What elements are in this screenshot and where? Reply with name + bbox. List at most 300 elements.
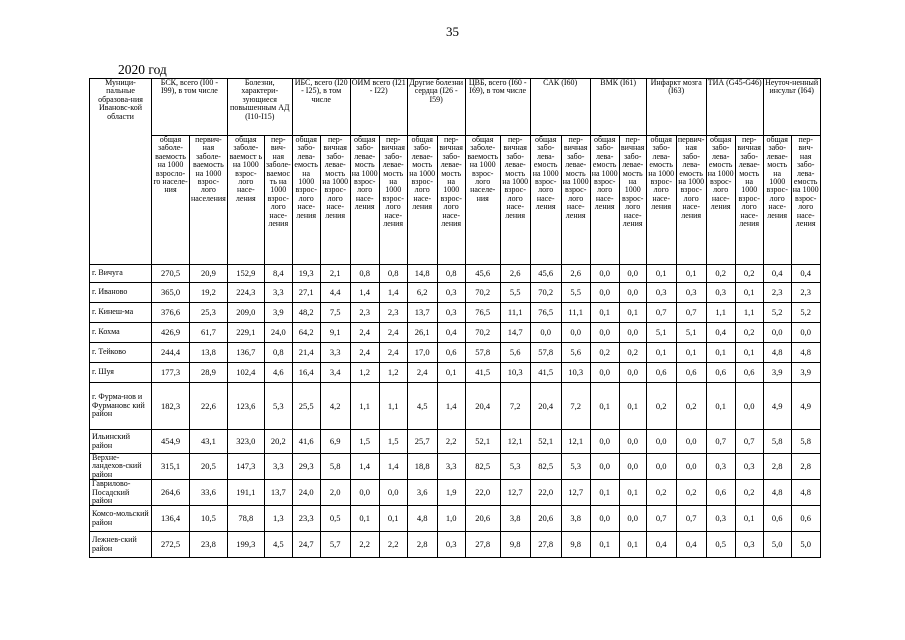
group-header: Инфаркт мозга (I63): [646, 79, 706, 136]
value-cell: 0,0: [590, 363, 619, 383]
table-row: [90, 532, 821, 558]
value-cell: 4,8: [791, 480, 820, 506]
value-cell: 0,0: [676, 454, 706, 480]
value-cell: 6,9: [320, 430, 350, 454]
value-cell: 41,5: [465, 363, 500, 383]
value-cell: 0,0: [646, 430, 676, 454]
value-cell: 0,0: [561, 323, 590, 343]
municipality-name: г. Вичуга: [90, 265, 152, 283]
value-cell: 2,4: [407, 363, 437, 383]
value-cell: 5,6: [500, 343, 530, 363]
value-cell: 20,4: [530, 383, 561, 430]
value-cell: 3,9: [791, 363, 820, 383]
table-row: [90, 383, 821, 430]
value-cell: 4,8: [791, 343, 820, 363]
value-cell: 0,3: [437, 303, 465, 323]
value-cell: 7,5: [320, 303, 350, 323]
municipality-name: Комсо-мольский район: [90, 506, 152, 532]
value-cell: 19,2: [190, 283, 228, 303]
value-cell: 191,1: [227, 480, 264, 506]
value-cell: 4,5: [407, 383, 437, 430]
value-cell: 48,2: [292, 303, 320, 323]
value-cell: 20,2: [264, 430, 292, 454]
value-cell: 272,5: [152, 532, 190, 558]
value-cell: 0,0: [619, 506, 646, 532]
value-cell: 0,5: [706, 532, 735, 558]
value-cell: 0,0: [619, 430, 646, 454]
value-cell: 9,1: [320, 323, 350, 343]
value-cell: 33,6: [190, 480, 228, 506]
value-cell: 5,3: [500, 454, 530, 480]
value-cell: 0,0: [619, 265, 646, 283]
table-row: [90, 283, 821, 303]
value-cell: 0,7: [646, 303, 676, 323]
value-cell: 229,1: [227, 323, 264, 343]
value-cell: 264,6: [152, 480, 190, 506]
value-cell: 10,5: [190, 506, 228, 532]
value-cell: 22,0: [465, 480, 500, 506]
value-cell: 0,3: [706, 283, 735, 303]
value-cell: 0,6: [791, 506, 820, 532]
value-cell: 1,4: [350, 283, 379, 303]
value-cell: 5,3: [264, 383, 292, 430]
value-cell: 22,0: [530, 480, 561, 506]
value-cell: 26,1: [407, 323, 437, 343]
value-cell: 82,5: [530, 454, 561, 480]
value-cell: 0,4: [706, 323, 735, 343]
value-cell: 2,0: [320, 480, 350, 506]
value-cell: 0,1: [619, 303, 646, 323]
value-cell: 136,7: [227, 343, 264, 363]
value-cell: 45,6: [530, 265, 561, 283]
value-cell: 0,0: [735, 383, 763, 430]
value-cell: 0,0: [763, 323, 791, 343]
table-row: [90, 480, 821, 506]
value-cell: 0,3: [706, 506, 735, 532]
value-cell: 0,1: [379, 506, 407, 532]
value-cell: 0,3: [676, 283, 706, 303]
value-cell: 2,6: [561, 265, 590, 283]
value-cell: 0,1: [676, 265, 706, 283]
value-cell: 0,1: [590, 303, 619, 323]
value-cell: 152,9: [227, 265, 264, 283]
value-cell: 1,5: [350, 430, 379, 454]
value-cell: 0,0: [590, 283, 619, 303]
value-cell: 2,2: [350, 532, 379, 558]
value-cell: 0,0: [590, 454, 619, 480]
value-cell: 0,8: [264, 343, 292, 363]
group-header: САК (I60): [530, 79, 590, 136]
value-cell: 1,4: [379, 454, 407, 480]
value-cell: 5,5: [561, 283, 590, 303]
value-cell: 18,8: [407, 454, 437, 480]
value-cell: 43,1: [190, 430, 228, 454]
value-cell: 323,0: [227, 430, 264, 454]
value-cell: 70,2: [530, 283, 561, 303]
value-cell: 0,1: [735, 283, 763, 303]
table-row: [90, 430, 821, 454]
value-cell: 0,1: [706, 343, 735, 363]
value-cell: 0,6: [437, 343, 465, 363]
value-cell: 2,3: [763, 283, 791, 303]
value-cell: 16,4: [292, 363, 320, 383]
value-cell: 57,8: [465, 343, 500, 363]
value-cell: 0,0: [350, 480, 379, 506]
table-row: [90, 363, 821, 383]
value-cell: 209,0: [227, 303, 264, 323]
value-cell: 2,3: [350, 303, 379, 323]
metric-header: пер-вичная забо-левае-мость на 1000 взрос-лого насе-ления: [379, 136, 407, 265]
value-cell: 0,3: [646, 283, 676, 303]
value-cell: 0,0: [791, 323, 820, 343]
value-cell: 0,2: [676, 480, 706, 506]
value-cell: 5,0: [791, 532, 820, 558]
incidence-table: [89, 78, 821, 558]
metric-header: общая забо-левае-мость на 1000 взрос-лого насе-ления: [407, 136, 437, 265]
value-cell: 2,3: [791, 283, 820, 303]
value-cell: 2,4: [379, 343, 407, 363]
value-cell: 3,3: [320, 343, 350, 363]
value-cell: 0,1: [646, 343, 676, 363]
value-cell: 0,3: [706, 454, 735, 480]
value-cell: 0,2: [646, 383, 676, 430]
value-cell: 0,1: [619, 532, 646, 558]
value-cell: 23,3: [292, 506, 320, 532]
value-cell: 21,4: [292, 343, 320, 363]
value-cell: 2,2: [437, 430, 465, 454]
value-cell: 2,4: [350, 343, 379, 363]
value-cell: 0,6: [676, 363, 706, 383]
table-row: [90, 343, 821, 363]
value-cell: 5,5: [500, 283, 530, 303]
metric-header: общая забо-лева-емость на 1000 взрос-лого насе-ления: [590, 136, 619, 265]
value-cell: 27,8: [465, 532, 500, 558]
table-row: [90, 303, 821, 323]
value-cell: 25,7: [407, 430, 437, 454]
metric-header: общая забо-лева-емость на 1000 взрос-лого насе-ления: [646, 136, 676, 265]
value-cell: 0,0: [619, 323, 646, 343]
value-cell: 52,1: [530, 430, 561, 454]
value-cell: 1,0: [437, 506, 465, 532]
metric-header: пер-вич-ная заболе-ваемос ть на 1000 взрос-лого насе-ления: [264, 136, 292, 265]
value-cell: 20,9: [190, 265, 228, 283]
value-cell: 0,3: [735, 532, 763, 558]
value-cell: 0,0: [619, 454, 646, 480]
value-cell: 0,5: [320, 506, 350, 532]
value-cell: 24,0: [292, 480, 320, 506]
value-cell: 5,1: [646, 323, 676, 343]
metric-header: первич-ная заболе-ваемость на 1000 взрос-лого населения: [190, 136, 228, 265]
metric-header: пер-вичная забо-левае-мость на 1000 взрос-лого насе-ления: [500, 136, 530, 265]
value-cell: 64,2: [292, 323, 320, 343]
municipality-name: Лежнев-ский район: [90, 532, 152, 558]
value-cell: 82,5: [465, 454, 500, 480]
value-cell: 24,7: [292, 532, 320, 558]
group-header: ВМК (I61): [590, 79, 646, 136]
table-row: [90, 265, 821, 283]
value-cell: 28,9: [190, 363, 228, 383]
value-cell: 0,0: [590, 323, 619, 343]
value-cell: 11,1: [561, 303, 590, 323]
metric-header: общая заболе-ваемость на 1000 взросло-го населе-ния: [152, 136, 190, 265]
page-number: 35: [446, 24, 459, 39]
value-cell: 3,9: [763, 363, 791, 383]
value-cell: 1,1: [379, 383, 407, 430]
value-cell: 23,8: [190, 532, 228, 558]
value-cell: 3,8: [500, 506, 530, 532]
value-cell: 0,7: [676, 303, 706, 323]
value-cell: 10,3: [500, 363, 530, 383]
value-cell: 0,1: [619, 383, 646, 430]
value-cell: 45,6: [465, 265, 500, 283]
table-row: [90, 506, 821, 532]
value-cell: 5,8: [320, 454, 350, 480]
value-cell: 5,2: [763, 303, 791, 323]
value-cell: 1,1: [735, 303, 763, 323]
value-cell: 1,2: [350, 363, 379, 383]
value-cell: 0,2: [646, 480, 676, 506]
value-cell: 4,8: [763, 343, 791, 363]
municipality-header: Муници-пальные образова-ния Ивановс-кой области: [90, 79, 152, 265]
value-cell: 25,3: [190, 303, 228, 323]
value-cell: 315,1: [152, 454, 190, 480]
value-cell: 8,4: [264, 265, 292, 283]
value-cell: 20,6: [465, 506, 500, 532]
value-cell: 5,0: [763, 532, 791, 558]
value-cell: 0,0: [619, 283, 646, 303]
value-cell: 0,1: [676, 343, 706, 363]
value-cell: 3,3: [437, 454, 465, 480]
value-cell: 0,1: [590, 383, 619, 430]
value-cell: 0,6: [706, 480, 735, 506]
value-cell: 2,2: [379, 532, 407, 558]
value-cell: 3,3: [264, 283, 292, 303]
value-cell: 426,9: [152, 323, 190, 343]
municipality-name: г. Фурма-нов и Фурмановс кий район: [90, 383, 152, 430]
metric-header: общая забо-лева-емость на 1000 взрос-лого насе-ления: [530, 136, 561, 265]
metric-header: первич-ная забо-лева-емость на 1000 взрос-лого насе-ления: [676, 136, 706, 265]
value-cell: 0,0: [646, 454, 676, 480]
value-cell: 5,1: [676, 323, 706, 343]
value-cell: 4,9: [763, 383, 791, 430]
value-cell: 0,2: [735, 265, 763, 283]
metric-header: общая забо-левае-мость на 1000 взрос-лого насе-ления: [350, 136, 379, 265]
value-cell: 102,4: [227, 363, 264, 383]
value-cell: 5,6: [561, 343, 590, 363]
year-title: 2020 год: [118, 62, 167, 77]
value-cell: 0,0: [530, 323, 561, 343]
municipality-name: Ильинский район: [90, 430, 152, 454]
value-cell: 0,6: [646, 363, 676, 383]
value-cell: 7,2: [500, 383, 530, 430]
value-cell: 376,6: [152, 303, 190, 323]
value-cell: 12,7: [561, 480, 590, 506]
metric-header: пер-вичная забо-левае-мость на 1000 взрос-лого насе-ления: [561, 136, 590, 265]
value-cell: 7,2: [561, 383, 590, 430]
value-cell: 0,2: [735, 480, 763, 506]
value-cell: 3,6: [407, 480, 437, 506]
value-cell: 3,9: [264, 303, 292, 323]
value-cell: 177,3: [152, 363, 190, 383]
value-cell: 12,1: [561, 430, 590, 454]
value-cell: 70,2: [465, 283, 500, 303]
value-cell: 12,7: [500, 480, 530, 506]
group-header: ТИА (G45-G46): [706, 79, 763, 136]
value-cell: 5,7: [320, 532, 350, 558]
value-cell: 454,9: [152, 430, 190, 454]
value-cell: 2,3: [379, 303, 407, 323]
value-cell: 6,2: [407, 283, 437, 303]
value-cell: 0,2: [706, 265, 735, 283]
metric-header: общая заболе-ваемост ь на 1000 взрос-лого насе-ления: [227, 136, 264, 265]
value-cell: 1,1: [706, 303, 735, 323]
value-cell: 0,3: [437, 532, 465, 558]
value-cell: 0,1: [735, 506, 763, 532]
value-cell: 0,1: [706, 383, 735, 430]
value-cell: 0,4: [437, 323, 465, 343]
metric-header: пер-вичная забо-левае-мость на 1000 взрос-лого насе-ления: [619, 136, 646, 265]
value-cell: 0,4: [676, 532, 706, 558]
value-cell: 4,2: [320, 383, 350, 430]
value-cell: 14,8: [407, 265, 437, 283]
value-cell: 2,6: [500, 265, 530, 283]
value-cell: 29,3: [292, 454, 320, 480]
value-cell: 41,6: [292, 430, 320, 454]
value-cell: 123,6: [227, 383, 264, 430]
value-cell: 0,1: [646, 265, 676, 283]
metric-header: пер-вичная забо-левае-мость на 1000 взрос-лого насе-ления: [735, 136, 763, 265]
value-cell: 0,3: [735, 454, 763, 480]
value-cell: 1,9: [437, 480, 465, 506]
value-cell: 1,3: [264, 506, 292, 532]
value-cell: 76,5: [530, 303, 561, 323]
value-cell: 0,7: [676, 506, 706, 532]
value-cell: 3,3: [264, 454, 292, 480]
table-row: [90, 454, 821, 480]
metric-header: общая забо-левае-мость на 1000 взрос-лого насе-ления: [763, 136, 791, 265]
value-cell: 2,4: [379, 323, 407, 343]
metric-header: пер-вичная забо-левае-мость на 1000 взрос-лого насе-ления: [320, 136, 350, 265]
value-cell: 3,8: [561, 506, 590, 532]
value-cell: 0,1: [735, 343, 763, 363]
value-cell: 5,8: [763, 430, 791, 454]
municipality-name: г. Шуя: [90, 363, 152, 383]
value-cell: 14,7: [500, 323, 530, 343]
value-cell: 0,2: [676, 383, 706, 430]
value-cell: 61,7: [190, 323, 228, 343]
value-cell: 136,4: [152, 506, 190, 532]
value-cell: 0,0: [590, 265, 619, 283]
metric-header: общая забо-лева-емость на 1000 взрос-лого насе-ления: [292, 136, 320, 265]
value-cell: 1,4: [437, 383, 465, 430]
metric-header: общая заболе-ваемость на 1000 взрос-лого населе-ния: [465, 136, 500, 265]
value-cell: 0,2: [590, 343, 619, 363]
value-cell: 27,8: [530, 532, 561, 558]
value-cell: 4,5: [264, 532, 292, 558]
value-cell: 5,8: [791, 430, 820, 454]
value-cell: 224,3: [227, 283, 264, 303]
value-cell: 0,0: [379, 480, 407, 506]
value-cell: 9,8: [500, 532, 530, 558]
value-cell: 13,8: [190, 343, 228, 363]
group-header: ОИМ всего (I21 - I22): [350, 79, 407, 136]
group-header: ИБС, всего (I20 - I25), в том числе: [292, 79, 350, 136]
municipality-name: г. Кинеш-ма: [90, 303, 152, 323]
value-cell: 365,0: [152, 283, 190, 303]
value-cell: 25,5: [292, 383, 320, 430]
value-cell: 2,8: [791, 454, 820, 480]
value-cell: 0,1: [437, 363, 465, 383]
value-cell: 10,3: [561, 363, 590, 383]
value-cell: 2,8: [407, 532, 437, 558]
value-cell: 12,1: [500, 430, 530, 454]
value-cell: 76,5: [465, 303, 500, 323]
group-header: Неуточ-ненный инсульт (I64): [763, 79, 820, 136]
value-cell: 24,0: [264, 323, 292, 343]
value-cell: 9,8: [561, 532, 590, 558]
municipality-name: г. Тейково: [90, 343, 152, 363]
value-cell: 5,3: [561, 454, 590, 480]
value-cell: 0,0: [676, 430, 706, 454]
group-header: БСК, всего (I00 - I99), в том числе: [152, 79, 228, 136]
value-cell: 0,8: [350, 265, 379, 283]
value-cell: 4,8: [407, 506, 437, 532]
group-header: ЦВБ, всего (I60 - I69), в том числе: [465, 79, 530, 136]
metric-header: пер-вич-ная забо-лева-емость на 1000 взрос-лого насе-ления: [791, 136, 820, 265]
value-cell: 41,5: [530, 363, 561, 383]
table-row: [90, 323, 821, 343]
value-cell: 0,6: [735, 363, 763, 383]
value-cell: 3,4: [320, 363, 350, 383]
value-cell: 0,1: [590, 532, 619, 558]
value-cell: 27,1: [292, 283, 320, 303]
metric-header: общая забо-лева-емость на 1000 взрос-лого насе-ления: [706, 136, 735, 265]
value-cell: 0,4: [791, 265, 820, 283]
value-cell: 5,2: [791, 303, 820, 323]
municipality-name: Верхне-ландехов-ский район: [90, 454, 152, 480]
header-row-metrics: [90, 136, 821, 265]
value-cell: 0,7: [646, 506, 676, 532]
value-cell: 1,1: [350, 383, 379, 430]
value-cell: 0,4: [646, 532, 676, 558]
value-cell: 244,4: [152, 343, 190, 363]
value-cell: 20,5: [190, 454, 228, 480]
municipality-name: Гаврилово-Посадский район: [90, 480, 152, 506]
value-cell: 78,8: [227, 506, 264, 532]
value-cell: 70,2: [465, 323, 500, 343]
value-cell: 0,8: [379, 265, 407, 283]
value-cell: 0,8: [437, 265, 465, 283]
value-cell: 2,8: [763, 454, 791, 480]
value-cell: 147,3: [227, 454, 264, 480]
group-header: Другие болезни сердца (I26 - I59): [407, 79, 465, 136]
value-cell: 0,2: [735, 323, 763, 343]
municipality-name: г. Иваново: [90, 283, 152, 303]
value-cell: 0,2: [619, 343, 646, 363]
value-cell: 20,6: [530, 506, 561, 532]
value-cell: 13,7: [407, 303, 437, 323]
value-cell: 0,0: [590, 506, 619, 532]
value-cell: 1,4: [350, 454, 379, 480]
value-cell: 19,3: [292, 265, 320, 283]
value-cell: 11,1: [500, 303, 530, 323]
value-cell: 0,1: [619, 480, 646, 506]
municipality-name: г. Кохма: [90, 323, 152, 343]
metric-header: пер-вичная забо-левае-мость на 1000 взрос-лого насе-ления: [437, 136, 465, 265]
value-cell: 0,7: [735, 430, 763, 454]
value-cell: 1,5: [379, 430, 407, 454]
value-cell: 57,8: [530, 343, 561, 363]
